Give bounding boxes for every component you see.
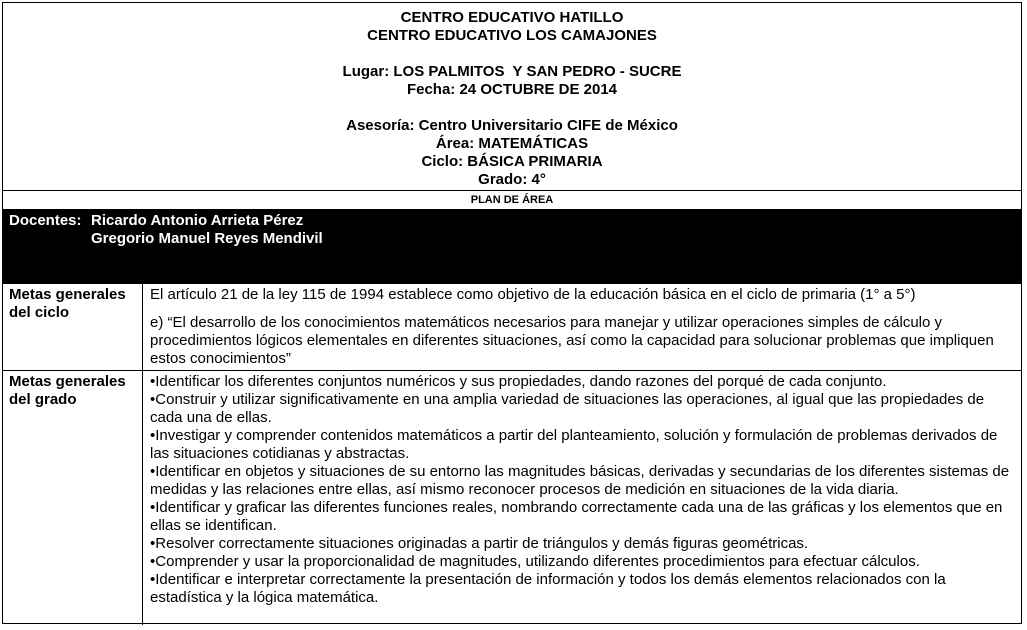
list-item: • Identificar en objetos y situaciones de su entorno las magnitudes básicas, derivadas y secundarias de los diferentes sistemas de medidas y las relaciones entre ellas, así mismo reconocer procesos de medición en situaciones de la vida diaria. <box>150 463 1015 499</box>
grade-goals-label: Metas generales del grado <box>3 371 143 625</box>
list-item: • Identificar y graficar las diferentes funciones reales, nombrando correctamente cada una de las gráficas y los elementos que en ellas se identifican. <box>150 499 1015 535</box>
teacher-name-1: Ricardo Antonio Arrieta Pérez <box>91 212 304 229</box>
cycle-line: Ciclo: BÁSICA PRIMARIA <box>421 153 603 170</box>
list-item: • Identificar e interpretar correctamente la presentación de información y todos los demás elementos relacionados con la estadística y la lógica matemática. <box>150 571 1015 607</box>
cycle-goals-quote: e) “El desarrollo de los conocimientos matemáticos necesarios para manejar y utilizar operaciones simples de cálculo y procedimientos lógicos elementales en diferentes situaciones, así como la capacidad para solucionar problemas que impliquen estos conocimientos” <box>150 314 994 367</box>
advisory-line: Asesoría: Centro Universitario CIFE de México <box>346 117 678 134</box>
date-line: Fecha: 24 OCTUBRE DE 2014 <box>406 81 618 98</box>
list-item: • Investigar y comprender contenidos matemáticos a partir del planteamiento, solución y formulación de problemas derivados de las situaciones cotidianas y abstractas. <box>150 427 1015 463</box>
teachers-block <box>3 210 1021 283</box>
grade-goals-row <box>3 370 1021 625</box>
school-name-2: CENTRO EDUCATIVO LOS CAMAJONES <box>367 27 657 44</box>
grade-line: Grado: 4° <box>478 171 546 188</box>
list-item: • Resolver correctamente situaciones originadas a partir de triángulos y demás figuras geométricas. <box>150 535 1015 553</box>
school-name-1: CENTRO EDUCATIVO HATILLO <box>400 9 624 26</box>
plan-title: PLAN DE ÁREA <box>3 191 1021 210</box>
list-item: • Comprender y usar la proporcionalidad de magnitudes, utilizando diferentes procedimientos para efectuar cálculos. <box>150 553 1015 571</box>
cycle-goals-row <box>3 283 1021 370</box>
list-item: • Identificar los diferentes conjuntos numéricos y sus propiedades, dando razones del porqué de cada conjunto. <box>150 373 1015 391</box>
teacher-name-2: Gregorio Manuel Reyes Mendivil <box>91 230 323 247</box>
location-line: Lugar: LOS PALMITOS Y SAN PEDRO - SUCRE <box>342 63 682 80</box>
plan-document <box>2 2 1022 624</box>
cycle-goals-intro: El artículo 21 de la ley 115 de 1994 establece como objetivo de la educación básica en el ciclo de primaria (1° a 5°) <box>150 286 916 303</box>
grade-goals-list <box>144 371 1021 625</box>
cycle-goals-label: Metas generales del ciclo <box>3 284 143 370</box>
list-item: • Construir y utilizar significativamente en una amplia variedad de situaciones las operaciones, al igual que las propiedades de cada una de ellas. <box>150 391 1015 427</box>
cycle-goals-content <box>144 284 1021 370</box>
area-line: Área: MATEMÁTICAS <box>435 135 589 152</box>
document-header <box>3 3 1021 191</box>
teachers-label: Docentes: <box>9 212 82 229</box>
